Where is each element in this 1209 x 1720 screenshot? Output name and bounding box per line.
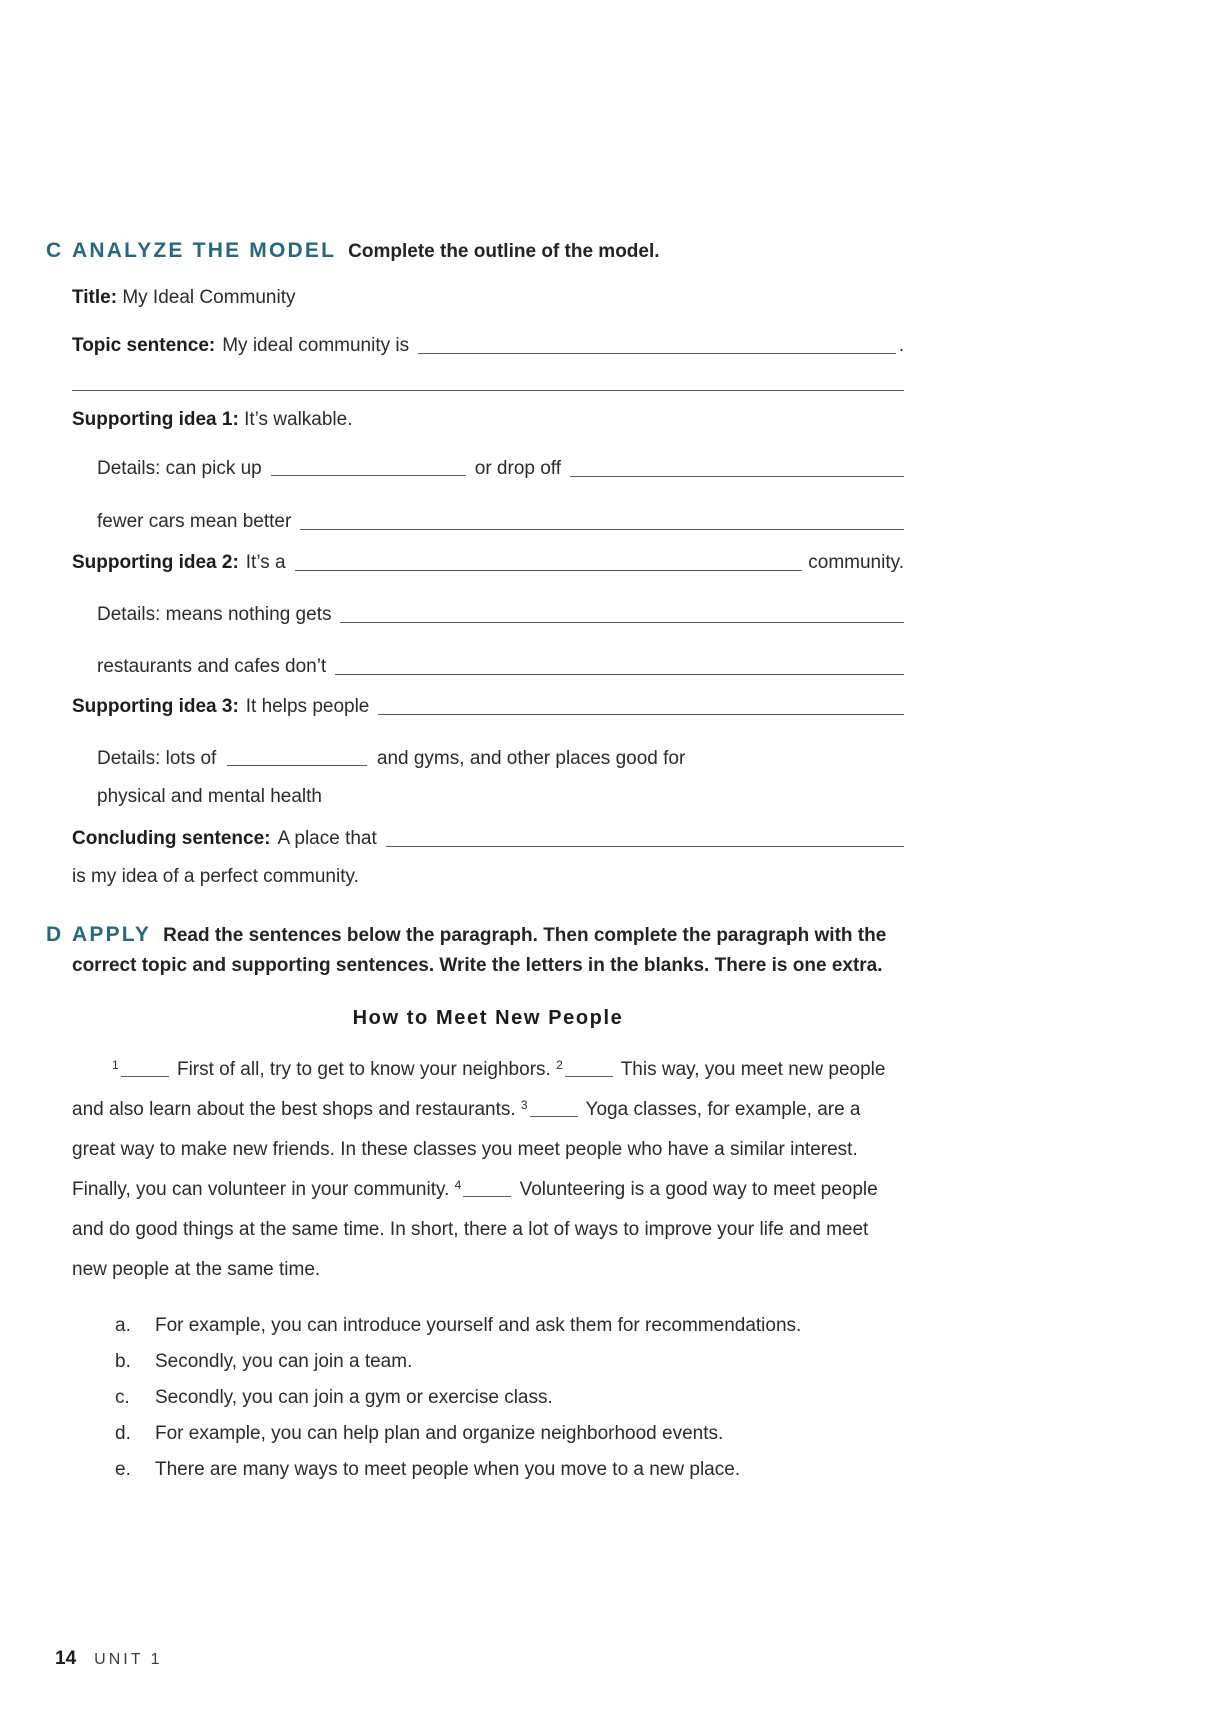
outline-title-row — [72, 285, 904, 311]
topic-sentence-row — [72, 333, 904, 359]
section-c-letter: C — [46, 239, 62, 262]
blank-number: 2 — [556, 1058, 563, 1072]
idea1-blank-1[interactable] — [271, 473, 466, 476]
section-c-instruction: Complete the outline of the model. — [348, 241, 660, 262]
idea1-details-row-2 — [97, 509, 904, 535]
blank-number: 1 — [112, 1058, 119, 1072]
blank-number: 3 — [520, 1098, 528, 1112]
option-letter: e. — [115, 1459, 131, 1480]
section-d-title: APPLY — [72, 923, 152, 946]
idea1-blank-2[interactable] — [570, 474, 904, 477]
idea2-lead: It’s a — [245, 552, 286, 573]
idea1-blank-3[interactable] — [300, 527, 904, 530]
idea2-blank[interactable] — [295, 568, 803, 571]
answer-option-a — [115, 1310, 904, 1342]
topic-label: Topic sentence: — [72, 335, 216, 356]
topic-period: . — [898, 335, 904, 356]
paragraph-blank-2[interactable] — [565, 1074, 613, 1077]
passage-title: How to Meet New People — [352, 1007, 624, 1029]
idea3-lead: It helps people — [245, 696, 370, 717]
concluding-tail: is my idea of a perfect community. — [72, 866, 359, 887]
option-letter: c. — [115, 1387, 130, 1408]
idea3-detail-tail: and gyms, and other places good for — [376, 748, 686, 769]
section-c-title: ANALYZE THE MODEL — [72, 239, 337, 262]
concluding-label: Concluding sentence: — [72, 828, 271, 849]
title-value: My Ideal Community — [122, 287, 296, 308]
idea1-detail-mid: or drop off — [474, 458, 562, 479]
section-d-instruction: Read the sentences below the paragraph. Then complete the paragraph with the correct topic and supporting sentences. Write the letters in the blanks. There is one extra. — [72, 925, 887, 976]
idea2-tail: community. — [808, 552, 904, 573]
apply-paragraph: $^1$ First of all, try to get to know your neighbors. $^2$ This way, you meet new people and also learn about the best shops and restaurants. $^3$ Yoga classes, for example, are a great way to make new friends. In these classes you meet people who have a similar interest. Finally, you can volunteer in your community. $^4$ Volunteering is a good way to meet people and do good things at the same time. In short, there a lot of ways to improve your life and meet new people at the same time. — [72, 1058, 886, 1280]
option-text: For example, you can introduce yourself and ask them for recommendations. — [155, 1315, 802, 1336]
section-d-letter: D — [46, 923, 62, 946]
supporting-idea-2-row — [72, 550, 904, 576]
concluding-blank[interactable] — [386, 844, 904, 847]
option-text: For example, you can help plan and organize neighborhood events. — [155, 1423, 724, 1444]
section-c-heading — [46, 236, 904, 267]
idea3-detail2-text: physical and mental health — [97, 786, 322, 807]
concluding-tail-row — [72, 864, 904, 890]
option-letter: b. — [115, 1351, 131, 1372]
concluding-lead: A place that — [277, 828, 377, 849]
paragraph-blank-3[interactable] — [530, 1114, 578, 1117]
idea2-blank-2[interactable] — [340, 620, 904, 623]
idea3-blank[interactable] — [378, 712, 904, 715]
idea1-detail2-lead: fewer cars mean better — [97, 511, 292, 532]
supporting-idea-3-row — [72, 694, 904, 720]
topic-blank-line[interactable] — [418, 351, 896, 354]
paragraph-blank-4[interactable] — [463, 1194, 511, 1197]
topic-continuation-row — [72, 385, 904, 388]
idea2-details-row-2 — [97, 654, 904, 680]
answer-option-d — [115, 1418, 904, 1450]
title-label: Title: — [72, 287, 118, 308]
answer-option-c — [115, 1382, 904, 1414]
option-text: There are many ways to meet people when you move to a new place. — [155, 1459, 741, 1480]
idea3-detail-lead: Details: lots of — [97, 748, 217, 769]
option-text: Secondly, you can join a team. — [155, 1351, 413, 1372]
idea2-detail2-lead: restaurants and cafes don’t — [97, 656, 327, 677]
answer-options-list — [115, 1310, 904, 1486]
unit-label: UNIT 1 — [94, 1651, 163, 1668]
option-letter: d. — [115, 1423, 131, 1444]
topic-lead: My ideal community is — [222, 335, 410, 356]
idea3-details-row-2 — [97, 784, 904, 810]
supporting-idea-1-row — [72, 407, 904, 433]
idea3-blank-2[interactable] — [227, 763, 367, 766]
idea3-details-row-1 — [97, 746, 904, 772]
idea2-details-row-1 — [97, 602, 904, 628]
topic-blank-line-2[interactable] — [72, 388, 904, 391]
idea2-detail-lead: Details: means nothing gets — [97, 604, 332, 625]
idea1-label: Supporting idea 1: — [72, 409, 239, 430]
idea1-text: It’s walkable. — [244, 409, 353, 430]
paragraph-blank-1[interactable] — [121, 1074, 169, 1077]
page-footer — [55, 1648, 163, 1670]
page-number: 14 — [55, 1648, 77, 1669]
answer-option-e — [115, 1454, 904, 1486]
option-text: Secondly, you can join a gym or exercise class. — [155, 1387, 553, 1408]
page-content — [46, 236, 904, 1490]
idea2-label: Supporting idea 2: — [72, 552, 239, 573]
idea1-details-row-1 — [97, 456, 904, 482]
answer-option-b — [115, 1346, 904, 1378]
blank-number: 4 — [454, 1178, 462, 1192]
idea2-blank-3[interactable] — [335, 672, 904, 675]
concluding-sentence-row — [72, 826, 904, 852]
idea3-label: Supporting idea 3: — [72, 696, 239, 717]
section-d-heading — [46, 920, 904, 981]
idea1-detail-lead: Details: can pick up — [97, 458, 262, 479]
option-letter: a. — [115, 1315, 131, 1336]
